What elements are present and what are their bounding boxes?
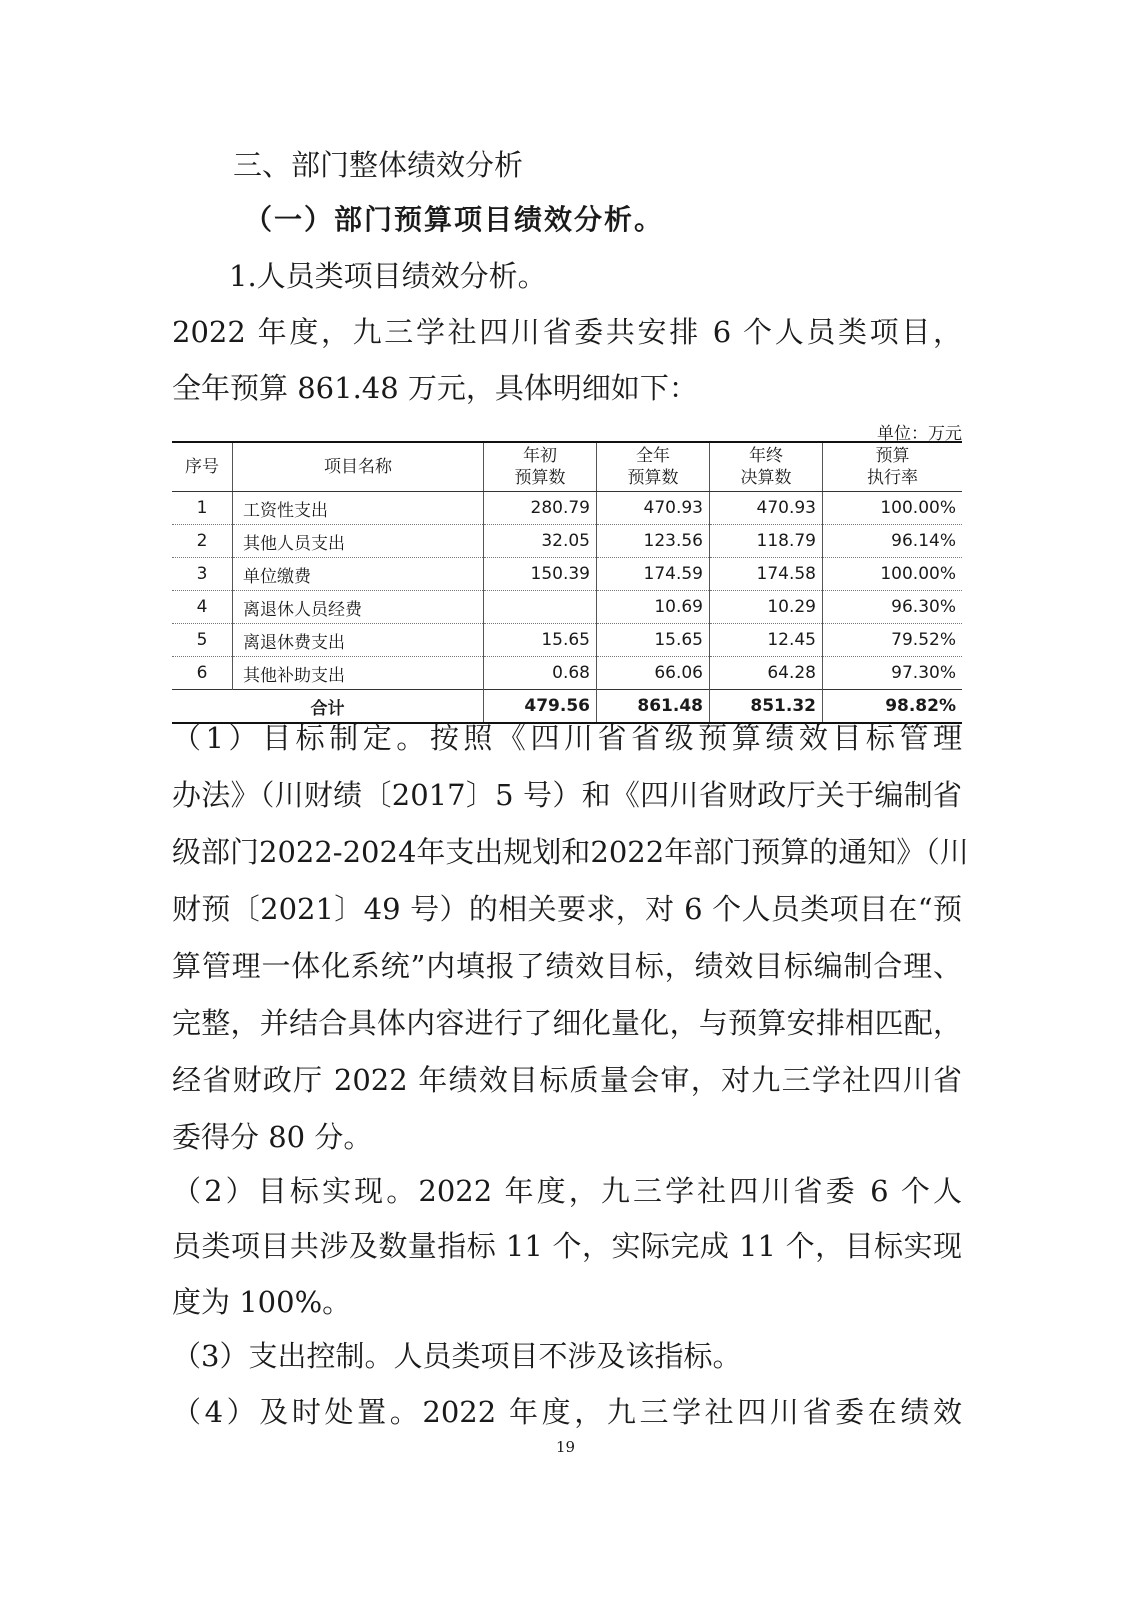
cell-rate: 96.30% <box>823 591 963 624</box>
table-row <box>172 492 962 525</box>
cell-seq: 5 <box>172 624 233 657</box>
cell-initial: 0.68 <box>484 657 597 690</box>
para2-line-3: 度为 100%。 <box>172 1285 352 1319</box>
cell-initial: 32.05 <box>484 525 597 558</box>
cell-rate: 79.52% <box>823 624 963 657</box>
cell-final: 12.45 <box>710 624 823 657</box>
cell-initial <box>484 591 597 624</box>
para1-line-3: 级部门2022-2024年支出规划和2022年部门预算的通知》（川 <box>172 835 969 869</box>
cell-name: 单位缴费 <box>233 558 484 591</box>
para4: （4）及时处置。2022 年度，九三学社四川省委在绩效 <box>172 1395 962 1429</box>
cell-name: 离退休费支出 <box>233 624 484 657</box>
table-header-row <box>172 442 962 492</box>
total-final: 851.32 <box>710 690 823 724</box>
para1-line-8: 委得分 80 分。 <box>172 1120 373 1154</box>
cell-initial: 280.79 <box>484 492 597 525</box>
cell-full-year: 66.06 <box>597 657 710 690</box>
para1-line-6: 完整，并结合具体内容进行了细化量化，与预算安排相匹配， <box>172 1006 962 1040</box>
table-row <box>172 525 962 558</box>
cell-rate: 97.30% <box>823 657 963 690</box>
para1-line-2: 办法》（川财绩〔2017〕5 号）和《四川省财政厅关于编制省 <box>172 778 962 812</box>
header-final: 年终 决算数 <box>710 442 823 492</box>
total-label: 合计 <box>172 690 484 724</box>
table-row <box>172 657 962 690</box>
cell-full-year: 470.93 <box>597 492 710 525</box>
header-seq: 序号 <box>172 442 233 492</box>
unit-label: 单位：万元 <box>877 424 962 444</box>
header-name: 项目名称 <box>233 442 484 492</box>
cell-final: 174.58 <box>710 558 823 591</box>
cell-seq: 1 <box>172 492 233 525</box>
cell-rate: 100.00% <box>823 492 963 525</box>
cell-full-year: 15.65 <box>597 624 710 657</box>
subsection-heading: （一）部门预算项目绩效分析。 <box>244 203 665 236</box>
cell-final: 470.93 <box>710 492 823 525</box>
intro-line-2: 全年预算 861.48 万元，具体明细如下： <box>172 371 698 405</box>
cell-final: 118.79 <box>710 525 823 558</box>
cell-full-year: 123.56 <box>597 525 710 558</box>
header-rate: 预算 执行率 <box>823 442 963 492</box>
para1-line-5: 算管理一体化系统”内填报了绩效目标，绩效目标编制合理、 <box>172 949 962 983</box>
total-full-year: 861.48 <box>597 690 710 724</box>
cell-name: 其他人员支出 <box>233 525 484 558</box>
cell-full-year: 174.59 <box>597 558 710 591</box>
cell-final: 10.29 <box>710 591 823 624</box>
cell-seq: 4 <box>172 591 233 624</box>
total-rate: 98.82% <box>823 690 963 724</box>
cell-seq: 3 <box>172 558 233 591</box>
cell-name: 工资性支出 <box>233 492 484 525</box>
para2-line-2: 员类项目共涉及数量指标 11 个，实际完成 11 个，目标实现 <box>172 1229 962 1263</box>
table-row <box>172 591 962 624</box>
table-row <box>172 558 962 591</box>
cell-initial: 150.39 <box>484 558 597 591</box>
table-row <box>172 624 962 657</box>
cell-name: 离退休人员经费 <box>233 591 484 624</box>
para1-line-7: 经省财政厅 2022 年绩效目标质量会审，对九三学社四川省 <box>172 1063 962 1097</box>
cell-rate: 96.14% <box>823 525 963 558</box>
cell-full-year: 10.69 <box>597 591 710 624</box>
para1-line-1: （1）目标制定。按照《四川省省级预算绩效目标管理 <box>172 721 962 755</box>
cell-initial: 15.65 <box>484 624 597 657</box>
header-full-year: 全年 预算数 <box>597 442 710 492</box>
para2-line-1: （2）目标实现。2022 年度，九三学社四川省委 6 个人 <box>172 1174 962 1208</box>
budget-table <box>172 441 962 724</box>
cell-final: 64.28 <box>710 657 823 690</box>
cell-seq: 2 <box>172 525 233 558</box>
intro-line-1: 2022 年度，九三学社四川省委共安排 6 个人员类项目， <box>172 315 962 349</box>
section-heading: 三、部门整体绩效分析 <box>233 148 524 182</box>
para1-line-4: 财预〔2021〕49 号）的相关要求，对 6 个人员类项目在“预 <box>172 892 962 926</box>
cell-seq: 6 <box>172 657 233 690</box>
item-heading: 1.人员类项目绩效分析。 <box>229 259 547 293</box>
cell-rate: 100.00% <box>823 558 963 591</box>
page-number: 19 <box>555 1438 576 1456</box>
total-initial: 479.56 <box>484 690 597 724</box>
cell-name: 其他补助支出 <box>233 657 484 690</box>
para3: （3）支出控制。人员类项目不涉及该指标。 <box>172 1339 742 1373</box>
header-initial: 年初 预算数 <box>484 442 597 492</box>
